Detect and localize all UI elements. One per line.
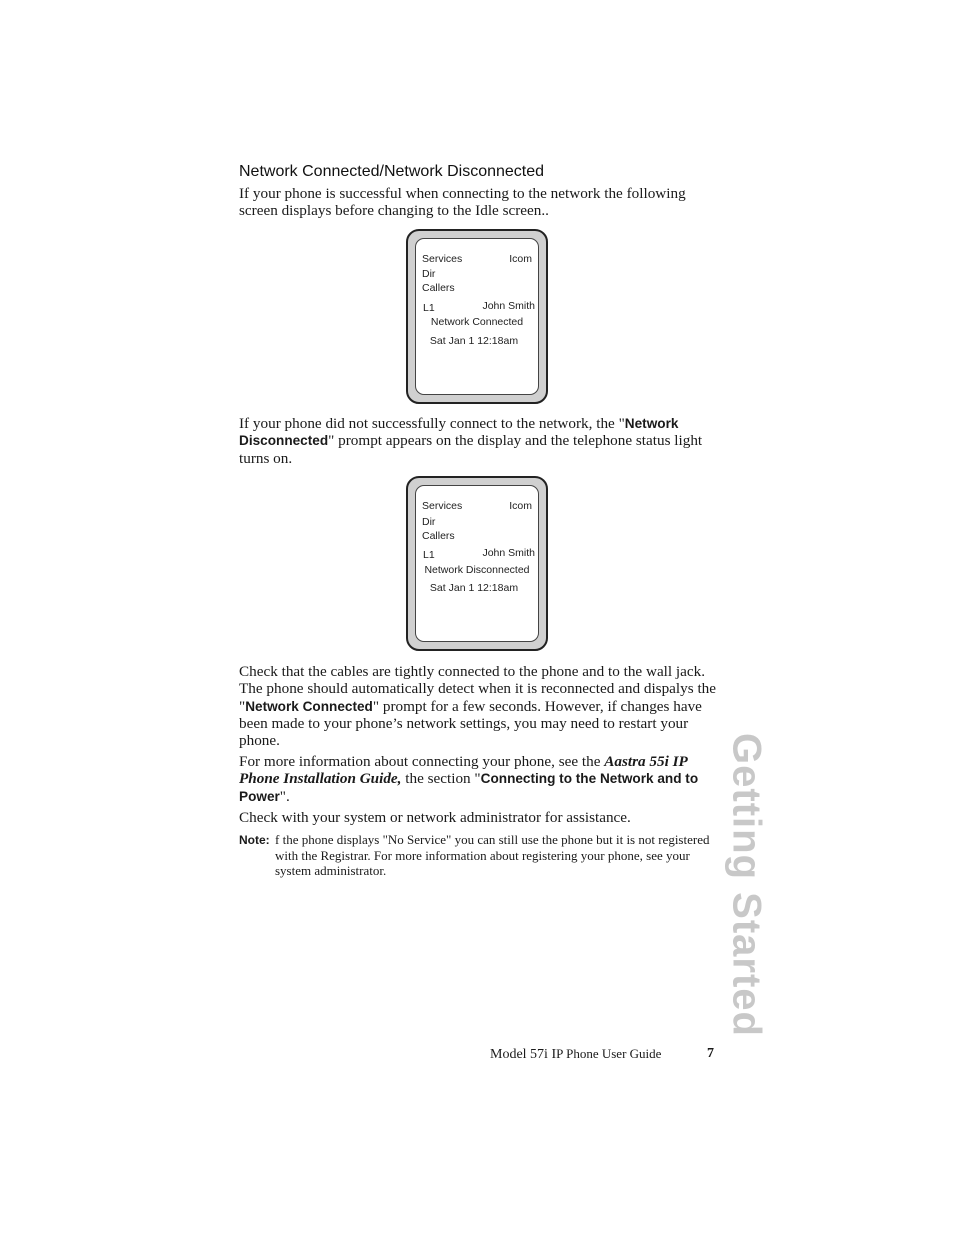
phone-screen — [415, 238, 539, 395]
softkey-services: Services — [422, 253, 463, 265]
softkey-callers: Callers — [422, 530, 455, 542]
note-label: Note: — [239, 833, 270, 847]
footer-guide-name: P Phone User Guide — [556, 1046, 662, 1061]
softkey-icom: Icom — [509, 253, 532, 265]
line-label: L1 — [423, 549, 435, 561]
line-label: L1 — [423, 302, 435, 314]
phone-display-disconnected — [406, 476, 548, 651]
para3-text-end: " prompt for a few seconds. However, if changes have been made to your phone’s network settings, you may need to restart your phone. — [239, 697, 702, 750]
softkey-callers: Callers — [422, 282, 455, 294]
footer-model: Model 57i I — [490, 1047, 557, 1062]
intro-paragraph: If your phone is successful when connecting to the network the following screen displays before changing to the Idle screen.. — [239, 185, 686, 220]
guide-section-reference: Connecting to the Network and to Power — [239, 771, 699, 804]
section-heading: Network Connected/Network Disconnected — [239, 163, 545, 180]
assistance-paragraph: Check with your system or network administrator for assistance. — [239, 809, 631, 826]
footer-guide-title — [490, 1046, 661, 1063]
softkey-icom: Icom — [509, 500, 532, 512]
installation-guide-reference: Aastra 55i IP Phone Installation Guide, — [239, 753, 688, 788]
network-disconnected-prompt: Network Disconnected — [239, 416, 679, 449]
date-time: Sat Jan 1 12:18am — [429, 335, 519, 347]
para2-text-end: " prompt appears on the display and the telephone status light turns on. — [239, 432, 703, 467]
para3-text: Check that the cables are tightly connected to the phone and to the wall jack. The phone should automatically detect when it is reconnected and dispalys the " — [239, 663, 716, 715]
para4-text: For more information about connecting your phone, see the — [239, 753, 605, 770]
chapter-tab-label: Getting Started — [724, 733, 769, 1037]
network-connected-prompt: Network Connected — [245, 698, 373, 714]
check-cables-paragraph — [239, 663, 719, 749]
para2-text: If your phone did not successfully connect to the network, the " — [239, 415, 625, 432]
note-text: f the phone displays "No Service" you can still use the phone but it is not registered with the Registrar. For more information about registering your phone, see your system administrator. — [275, 832, 710, 878]
status-message: Network Disconnected — [424, 564, 530, 576]
disconnected-paragraph — [239, 415, 719, 467]
date-time: Sat Jan 1 12:18am — [429, 582, 519, 594]
status-message: Network Connected — [430, 316, 524, 328]
phone-display-connected — [406, 229, 548, 404]
para4-text-middle: the section " — [401, 770, 481, 788]
para4-text-end: ". — [279, 787, 290, 805]
softkey-dir: Dir — [422, 268, 436, 280]
phone-screen — [415, 485, 539, 642]
softkey-dir: Dir — [422, 516, 436, 528]
user-name: John Smith — [482, 547, 535, 559]
page-number: 7 — [707, 1046, 714, 1061]
softkey-services: Services — [422, 500, 463, 512]
user-name: John Smith — [482, 300, 535, 312]
more-info-paragraph — [239, 753, 719, 805]
